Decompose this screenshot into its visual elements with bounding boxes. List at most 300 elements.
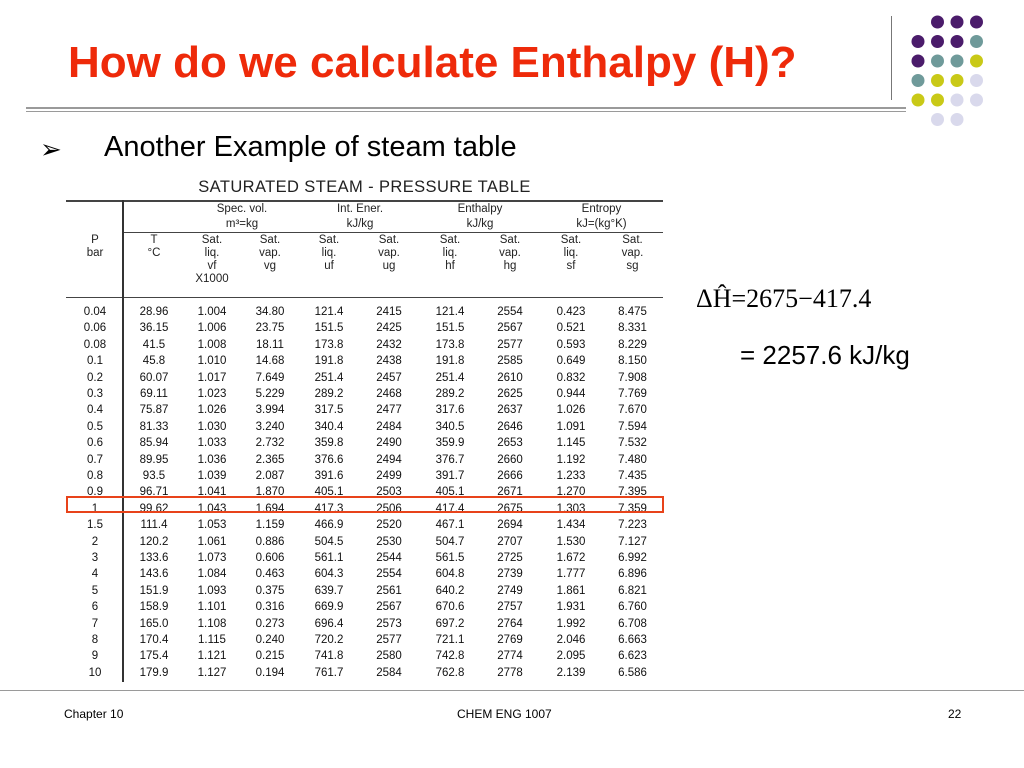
table-cell: 762.8 — [435, 666, 465, 679]
table-cell: 7.435 — [618, 470, 647, 482]
table-cell: 0.423 — [556, 306, 586, 318]
table-cell: 1.121 — [197, 650, 227, 663]
formula-result: = 2257.6 kJ/kg — [740, 340, 910, 370]
table-cell: 1.530 — [556, 535, 586, 548]
decorative-dot — [912, 94, 925, 107]
group-header-unit: m³=kg — [225, 218, 259, 230]
table-cell: 1.145 — [556, 437, 586, 450]
pressure-cell: 0.06 — [83, 322, 107, 335]
table-cell: 2494 — [376, 453, 402, 466]
pressure-cell: 2 — [91, 535, 99, 548]
footer-course: CHEM ENG 1007 — [457, 707, 552, 721]
table-cell: 0.521 — [556, 322, 586, 335]
column-header-line: ug — [382, 260, 396, 272]
table-cell: 165.0 — [139, 617, 169, 630]
column-header-line: Sat. — [622, 234, 643, 246]
table-cell: 1.008 — [197, 338, 227, 351]
table-cell: 2567 — [376, 601, 402, 614]
table-cell: 85.94 — [139, 437, 169, 450]
column-header-line: liq. — [204, 247, 220, 259]
table-cell: 0.194 — [255, 666, 285, 679]
table-cell: 2.046 — [556, 634, 586, 646]
table-cell: 34.80 — [255, 306, 285, 318]
table-cell: 99.62 — [139, 502, 169, 515]
decorative-dot — [931, 35, 944, 48]
table-cell: 340.4 — [314, 420, 344, 433]
table-cell: 23.75 — [255, 322, 285, 335]
table-cell: 5.229 — [255, 388, 285, 400]
decorative-dot — [970, 74, 983, 87]
table-cell: 1.672 — [556, 552, 586, 564]
table-cell: 2544 — [376, 552, 402, 564]
table-cell: 561.1 — [314, 552, 344, 564]
table-cell: 1.091 — [556, 420, 586, 433]
table-cell: 191.8 — [435, 355, 465, 368]
group-header — [540, 202, 663, 232]
decorative-dot — [951, 35, 964, 48]
table-cell: 2468 — [376, 388, 402, 400]
table-cell: 2.365 — [255, 453, 285, 466]
decorative-dot — [970, 16, 983, 29]
pressure-cell: 7 — [91, 617, 99, 630]
table-cell: 2.087 — [255, 470, 285, 482]
table-cell: 669.9 — [314, 601, 344, 614]
table-header-border — [66, 297, 663, 298]
table-cell: 7.670 — [618, 404, 647, 417]
table-cell: 2577 — [376, 634, 402, 646]
pressure-cell: 0.7 — [87, 453, 103, 466]
table-cell: 640.2 — [435, 584, 465, 597]
column-header-line: hg — [503, 260, 517, 272]
table-cell: 1.033 — [197, 437, 227, 450]
pressure-cell: 10 — [88, 666, 102, 679]
column-header-line: vap. — [499, 247, 521, 259]
group-header — [300, 202, 420, 232]
decorative-dot — [951, 113, 964, 126]
table-cell: 173.8 — [314, 338, 344, 351]
table-cell: 7.769 — [618, 388, 647, 400]
pressure-cell: 3 — [91, 552, 99, 564]
table-cell: 0.606 — [255, 552, 285, 564]
table-cell: 1.192 — [556, 453, 586, 466]
table-cell: 18.11 — [256, 338, 284, 351]
column-header-line: vf — [207, 260, 217, 272]
table-cell: 2503 — [376, 486, 402, 499]
table-cell: 2415 — [376, 306, 402, 318]
table-cell: 89.95 — [139, 453, 169, 466]
pressure-cell: 1 — [91, 502, 99, 515]
column-header-line: vap. — [259, 247, 281, 259]
group-header-name: Enthalpy — [457, 203, 503, 215]
table-cell: 467.1 — [435, 519, 465, 532]
table-cell: 359.8 — [314, 437, 344, 450]
table-cell: 391.7 — [435, 470, 465, 482]
decorative-dot — [931, 113, 944, 126]
table-cell: 151.5 — [314, 322, 344, 335]
table-cell: 173.8 — [435, 338, 465, 351]
slide-title: How do we calculate Enthalpy (H)? — [68, 38, 797, 87]
bullet-arrow-icon: ➢ — [40, 134, 62, 164]
column-header-line: Sat. — [318, 234, 340, 246]
column-header-line: Sat. — [499, 234, 521, 246]
pressure-cell: 8 — [91, 634, 99, 646]
group-header — [420, 202, 540, 232]
table-cell: 0.944 — [556, 388, 586, 400]
table-cell: 1.061 — [197, 535, 227, 548]
table-cell: 561.5 — [435, 552, 465, 564]
footer-page-number: 22 — [948, 707, 962, 721]
table-cell: 2769 — [497, 634, 523, 646]
table-cell: 7.908 — [618, 371, 647, 384]
table-cell: 1.303 — [556, 502, 586, 515]
pressure-cell: 0.6 — [87, 437, 103, 450]
table-cell: 1.694 — [255, 502, 285, 515]
column-header — [420, 234, 480, 273]
table-cell: 417.3 — [314, 502, 344, 515]
table-cell: 7.359 — [618, 502, 647, 515]
table-cell: 1.030 — [197, 420, 227, 433]
highlighted-row-box — [66, 496, 664, 513]
decorative-dot — [931, 94, 944, 107]
table-cell: 2749 — [497, 584, 523, 597]
table-cell: 2774 — [497, 650, 523, 663]
table-cell: 1.006 — [197, 322, 227, 335]
column-header — [124, 234, 184, 260]
column-header-line: liq. — [563, 247, 579, 259]
column-header-line: liq. — [442, 247, 458, 259]
column-header-line: X1000 — [195, 273, 229, 285]
table-cell: 359.9 — [435, 437, 465, 450]
table-cell: 2637 — [497, 404, 523, 417]
table-cell: 2653 — [497, 437, 523, 450]
table-cell: 111.4 — [140, 519, 168, 532]
table-cell: 405.1 — [435, 486, 465, 499]
table-cell: 2554 — [376, 568, 402, 581]
table-cell: 133.6 — [139, 552, 169, 564]
table-cell: 6.760 — [618, 601, 647, 614]
table-cell: 1.931 — [556, 601, 586, 614]
table-cell: 720.2 — [314, 634, 344, 646]
table-cell: 41.5 — [142, 338, 166, 351]
column-header-line: T — [150, 234, 158, 246]
table-cell: 1.026 — [556, 404, 586, 417]
column-header-line: P — [91, 234, 99, 246]
table-cell: 2490 — [376, 437, 402, 450]
decorative-dot — [912, 55, 925, 68]
column-header-line: vap. — [378, 247, 400, 259]
table-cell: 340.5 — [435, 420, 465, 433]
decorative-dot — [951, 74, 964, 87]
table-cell: 7.127 — [618, 535, 647, 548]
column-header — [540, 234, 602, 273]
table-cell: 2725 — [497, 552, 523, 564]
table-cell: 417.4 — [435, 502, 465, 515]
table-cell: 0.463 — [255, 568, 285, 581]
table-cell: 2.732 — [255, 437, 285, 450]
table-cell: 3.240 — [255, 420, 285, 433]
table-cell: 151.5 — [435, 322, 465, 335]
table-cell: 1.093 — [197, 584, 227, 597]
table-cell: 2.095 — [556, 650, 586, 663]
table-cell: 6.623 — [618, 650, 647, 663]
column-header — [240, 234, 300, 273]
table-cell: 6.896 — [618, 568, 647, 581]
column-header-line: °C — [147, 247, 161, 259]
table-cell: 151.9 — [139, 584, 169, 597]
table-cell: 251.4 — [314, 371, 344, 384]
decorative-dot — [951, 55, 964, 68]
table-cell: 0.886 — [255, 535, 285, 548]
table-cell: 2778 — [497, 666, 523, 679]
table-cell: 317.6 — [435, 404, 465, 417]
table-cell: 170.4 — [139, 634, 169, 646]
table-cell: 1.084 — [197, 568, 227, 581]
table-cell: 1.434 — [556, 519, 586, 532]
table-cell: 8.229 — [618, 338, 647, 351]
decorative-dot — [951, 94, 964, 107]
table-cell: 1.036 — [197, 453, 227, 466]
pressure-cell: 0.5 — [87, 420, 103, 433]
table-group-divider — [124, 232, 663, 233]
table-cell: 0.593 — [556, 338, 586, 351]
table-cell: 2666 — [497, 470, 523, 482]
pressure-cell: 9 — [91, 650, 99, 663]
decorative-dot — [912, 74, 925, 87]
group-header-unit: kJ=(kg°K) — [576, 218, 627, 230]
table-cell: 2520 — [376, 519, 402, 532]
table-cell: 2675 — [497, 502, 523, 515]
table-cell: 2573 — [376, 617, 402, 630]
column-header — [358, 234, 420, 273]
table-cell: 8.331 — [618, 322, 647, 335]
decorative-dot — [970, 55, 983, 68]
table-cell: 2432 — [376, 338, 402, 351]
table-cell: 1.053 — [197, 519, 227, 532]
table-cell: 0.375 — [255, 584, 285, 597]
decorative-dot — [931, 74, 944, 87]
column-header-line: Sat. — [378, 234, 400, 246]
table-cell: 2671 — [497, 486, 523, 499]
pressure-cell: 0.04 — [83, 306, 107, 318]
pressure-cell: 0.3 — [87, 388, 103, 400]
decorative-dot — [912, 35, 925, 48]
table-cell: 2739 — [497, 568, 523, 581]
table-cell: 376.6 — [314, 453, 344, 466]
table-title: SATURATED STEAM - PRESSURE TABLE — [198, 178, 531, 196]
table-cell: 179.9 — [139, 666, 169, 679]
column-header — [300, 234, 358, 273]
table-cell: 2438 — [376, 355, 402, 368]
table-cell: 2567 — [497, 322, 523, 335]
table-cell: 7.480 — [618, 453, 647, 466]
table-cell: 391.6 — [314, 470, 344, 482]
column-header — [602, 234, 663, 273]
table-cell: 1.127 — [197, 666, 227, 679]
table-cell: 2660 — [497, 453, 523, 466]
table-cell: 1.108 — [197, 617, 227, 630]
table-cell: 0.240 — [255, 634, 285, 646]
group-header-name: Entropy — [581, 203, 622, 215]
table-cell: 2584 — [376, 666, 402, 679]
table-cell: 2506 — [376, 502, 402, 515]
table-cell: 0.649 — [556, 355, 586, 368]
table-cell: 289.2 — [435, 388, 465, 400]
table-cell: 0.832 — [556, 371, 586, 384]
table-cell: 6.663 — [618, 634, 647, 646]
table-cell: 120.2 — [139, 535, 169, 548]
table-cell: 2694 — [497, 519, 523, 532]
group-header — [184, 202, 300, 232]
table-cell: 121.4 — [314, 306, 344, 318]
table-cell: 251.4 — [435, 371, 465, 384]
table-cell: 96.71 — [139, 486, 169, 499]
column-header-line: vg — [263, 260, 277, 272]
pressure-cell: 0.8 — [87, 470, 103, 482]
table-cell: 8.475 — [618, 306, 647, 318]
table-cell: 2484 — [376, 420, 402, 433]
table-cell: 14.68 — [255, 355, 285, 368]
group-header-name: Int. Ener. — [336, 203, 384, 215]
table-cell: 1.861 — [556, 584, 586, 597]
steam-table — [66, 200, 663, 682]
pressure-cell: 4 — [91, 568, 99, 581]
table-cell: 1.777 — [556, 568, 586, 581]
table-cell: 2577 — [497, 338, 523, 351]
table-cell: 69.11 — [140, 388, 168, 400]
table-cell: 1.023 — [197, 388, 227, 400]
table-cell: 1.043 — [197, 502, 227, 515]
table-cell: 2585 — [497, 355, 523, 368]
column-header-line: vap. — [621, 247, 644, 259]
table-cell: 6.992 — [618, 552, 647, 564]
table-cell: 405.1 — [314, 486, 344, 499]
table-cell: 81.33 — [139, 420, 169, 433]
table-cell: 60.07 — [139, 371, 169, 384]
table-cell: 28.96 — [139, 306, 169, 318]
table-cell: 7.594 — [618, 420, 647, 433]
table-cell: 289.2 — [314, 388, 344, 400]
table-cell: 1.270 — [556, 486, 586, 499]
table-cell: 2425 — [376, 322, 402, 335]
table-cell: 317.5 — [314, 404, 344, 417]
table-cell: 1.115 — [198, 634, 226, 646]
table-cell: 1.039 — [197, 470, 227, 482]
table-cell: 1.041 — [197, 486, 227, 499]
footer-rule — [0, 690, 1024, 691]
footer-chapter: Chapter 10 — [64, 707, 124, 721]
table-cell: 7.395 — [618, 486, 647, 499]
table-cell: 1.992 — [556, 617, 586, 630]
table-cell: 466.9 — [314, 519, 344, 532]
table-cell: 2757 — [497, 601, 523, 614]
pressure-cell: 5 — [91, 584, 99, 597]
table-cell: 2580 — [376, 650, 402, 663]
table-cell: 191.8 — [314, 355, 344, 368]
table-cell: 2764 — [497, 617, 523, 630]
group-header-unit: kJ/kg — [346, 218, 374, 230]
table-cell: 121.4 — [435, 306, 465, 318]
table-cell: 504.7 — [435, 535, 465, 548]
column-header-line: sg — [626, 260, 639, 272]
table-cell: 1.010 — [197, 355, 227, 368]
table-cell: 2.139 — [556, 666, 586, 679]
bullet-text: Another Example of steam table — [104, 131, 517, 163]
table-cell: 3.994 — [255, 404, 285, 417]
table-cell: 1.159 — [255, 519, 285, 532]
group-header-name: Spec. vol. — [216, 203, 268, 215]
column-header-line: sf — [566, 260, 576, 272]
table-cell: 2625 — [497, 388, 523, 400]
table-cell: 1.073 — [197, 552, 227, 564]
column-header — [480, 234, 540, 273]
column-header-line: hf — [445, 260, 455, 272]
table-cell: 2530 — [376, 535, 402, 548]
table-cell: 2554 — [497, 306, 523, 318]
column-header-line: Sat. — [259, 234, 281, 246]
table-cell: 36.15 — [139, 322, 169, 335]
column-header-line: Sat. — [201, 234, 223, 246]
table-cell: 604.3 — [314, 568, 344, 581]
pressure-cell: 0.9 — [87, 486, 103, 499]
formula-enthalpy-difference: ΔĤ=2675−417.4 — [696, 284, 872, 313]
table-cell: 1.870 — [255, 486, 285, 499]
column-header-line: uf — [324, 260, 334, 272]
pressure-cell: 0.4 — [87, 404, 103, 417]
decorative-dot — [951, 16, 964, 29]
table-cell: 2646 — [497, 420, 523, 433]
table-cell: 93.5 — [142, 470, 166, 482]
table-cell: 6.821 — [618, 584, 647, 597]
column-header-line: Sat. — [439, 234, 461, 246]
table-cell: 1.233 — [556, 470, 586, 482]
table-cell: 175.4 — [139, 650, 169, 663]
table-cell: 697.2 — [435, 617, 465, 630]
table-cell: 0.273 — [255, 617, 285, 630]
table-cell: 741.8 — [314, 650, 344, 663]
pressure-cell: 0.08 — [83, 338, 107, 351]
table-cell: 604.8 — [435, 568, 465, 581]
table-cell: 376.7 — [435, 453, 465, 466]
column-header — [66, 234, 124, 260]
column-header-line: liq. — [321, 247, 337, 259]
table-cell: 6.586 — [618, 666, 647, 679]
table-cell: 742.8 — [435, 650, 465, 663]
pressure-cell: 0.2 — [87, 371, 103, 384]
table-cell: 1.026 — [197, 404, 227, 417]
table-cell: 45.8 — [142, 355, 166, 368]
decorative-dot — [970, 35, 983, 48]
table-cell: 75.87 — [139, 404, 169, 417]
table-cell: 504.5 — [314, 535, 344, 548]
decorative-dot — [931, 16, 944, 29]
pressure-cell: 6 — [91, 601, 99, 614]
table-cell: 2457 — [376, 371, 402, 384]
column-header — [184, 234, 240, 286]
table-cell: 639.7 — [314, 584, 344, 597]
table-cell: 1.004 — [197, 306, 227, 318]
table-cell: 2561 — [376, 584, 402, 597]
table-cell: 1.101 — [197, 601, 227, 614]
table-cell: 2499 — [376, 470, 402, 482]
table-cell: 1.017 — [197, 371, 227, 384]
pressure-cell: 1.5 — [87, 519, 103, 532]
table-cell: 721.1 — [435, 634, 465, 646]
table-cell: 0.316 — [255, 601, 285, 614]
table-cell: 7.223 — [618, 519, 647, 532]
column-header-line: Sat. — [560, 234, 582, 246]
table-cell: 0.215 — [255, 650, 285, 663]
decorative-dot — [931, 55, 944, 68]
